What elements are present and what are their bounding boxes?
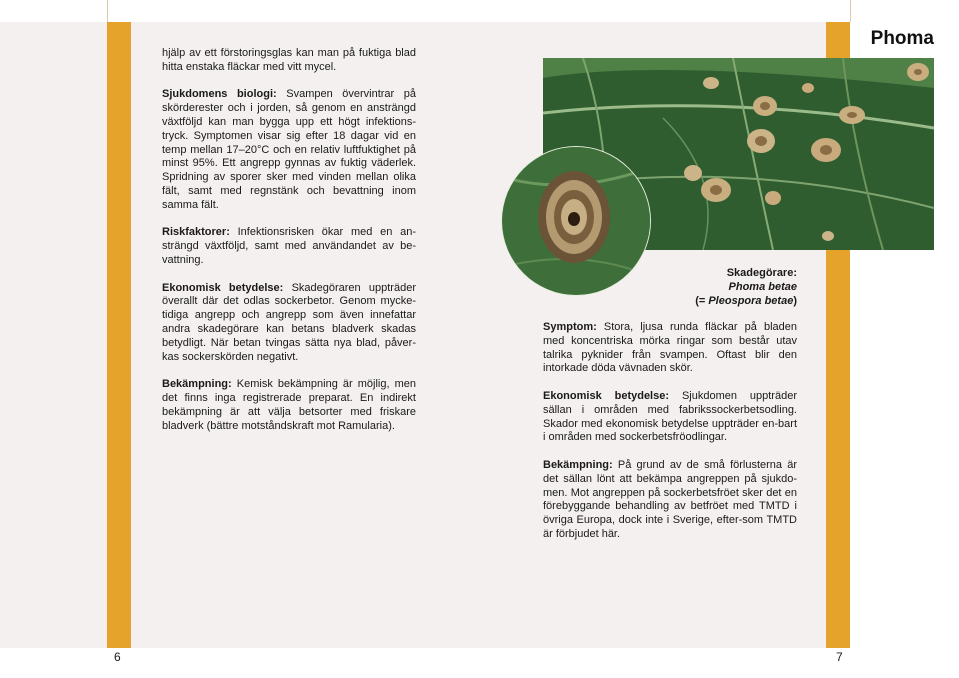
left-text-column xyxy=(162,47,416,447)
left-accent-bar xyxy=(107,22,131,648)
symptom-text: Stora, ljusa runda fläckar på bladen med koncentriska mörka ringar som består utav talrika pyknider från svampen. Oftast blir den intorkade döda vävnaden skör. xyxy=(543,321,797,375)
biology-paragraph xyxy=(162,88,416,212)
biology-label: Sjukdomens biologi: xyxy=(162,88,277,101)
pest-info-box xyxy=(543,266,797,308)
biology-text: Svampen övervintrar på skörderester och i jorden, så genom en ansträngd växtföljd kan man bygga upp ett högt infektions-tryck. Symptomen visar sig efter 18 dagar vid en temp mellan 17–20°C och en relativ luftfuktighet på minst 95%. Ett angrepp gynnas av fuktig väderlek. Spridning av sporer sker med vinden mellan olika fält, samt med regnstänk och bevattning inom samma fält. xyxy=(162,88,417,211)
symptom-label: Symptom: xyxy=(543,321,597,333)
risk-text: Infektionsrisken ökar med en an-strängd växtföljd, samt med användandet av be-vattning. xyxy=(162,226,416,266)
economic-paragraph xyxy=(162,282,416,365)
section-title: Phoma xyxy=(870,28,934,49)
symptom-paragraph xyxy=(543,321,797,376)
economic-text-right: Sjukdomen uppträder sällan i områden med fabrikssockerbetsodling. Skador med ekonomisk betydelse uppträder en-bart i områden med sockerbetsfröodlingar. xyxy=(543,389,797,444)
page-number-right: 7 xyxy=(836,650,843,664)
right-text-column xyxy=(543,321,797,556)
control-label: Bekämpning: xyxy=(162,378,232,391)
control-text: Kemisk bekämpning är möjlig, men det finns inga registrerade preparat. En indirekt bekämpning är att välja betsorter med friskare bladverk (bättre motståndskraft mot Ramularia). xyxy=(162,378,416,432)
control-label-right: Bekämpning: xyxy=(543,458,613,471)
pest-synonym-suffix: ) xyxy=(793,295,797,307)
page-number-left: 6 xyxy=(114,650,121,664)
economic-label: Ekonomisk betydelse: xyxy=(162,281,284,294)
risk-paragraph xyxy=(162,226,416,267)
pest-synonym-prefix: (= xyxy=(695,295,709,307)
pest-synonym-italic: Pleospora betae xyxy=(708,295,794,307)
pest-synonym xyxy=(543,294,797,308)
pest-name xyxy=(543,280,797,294)
control-paragraph-right xyxy=(543,459,797,542)
page-footer xyxy=(0,648,959,678)
economic-paragraph-right xyxy=(543,390,797,445)
economic-label-right: Ekonomisk betydelse: xyxy=(543,389,670,402)
crop-mark xyxy=(850,0,851,22)
risk-label: Riskfaktorer: xyxy=(162,226,230,239)
control-text-right: På grund av de små förlusterna är det sällan lönt att bekämpa angreppen på sjukdo-men. Mot angreppen på sockerbetsfröet sker det en förebyggande behandling av betfröet med TMTD i övriga Europa, dock inte i Sverige, efter-som TMTD är förbjudet här. xyxy=(543,458,798,540)
crop-mark xyxy=(107,0,108,22)
intro-paragraph: hjälp av ett förstoringsglas kan man på fuktiga blad hitta enstaka fläckar med vitt mycel. xyxy=(162,47,416,73)
pest-label: Skadegörare: xyxy=(726,267,797,279)
control-paragraph xyxy=(162,378,416,433)
pest-name-italic: Phoma betae xyxy=(728,281,797,293)
economic-text: Skadegöraren uppträder överallt där det odlas sockerbetor. Genom mycke-tidiga angrepp och angrepp som även innefattar andra skadegörare kan betans bladverk skadas betydligt. När betan tvingas sätta nya blad, påver-kas sockerskörden negativt. xyxy=(162,281,416,363)
